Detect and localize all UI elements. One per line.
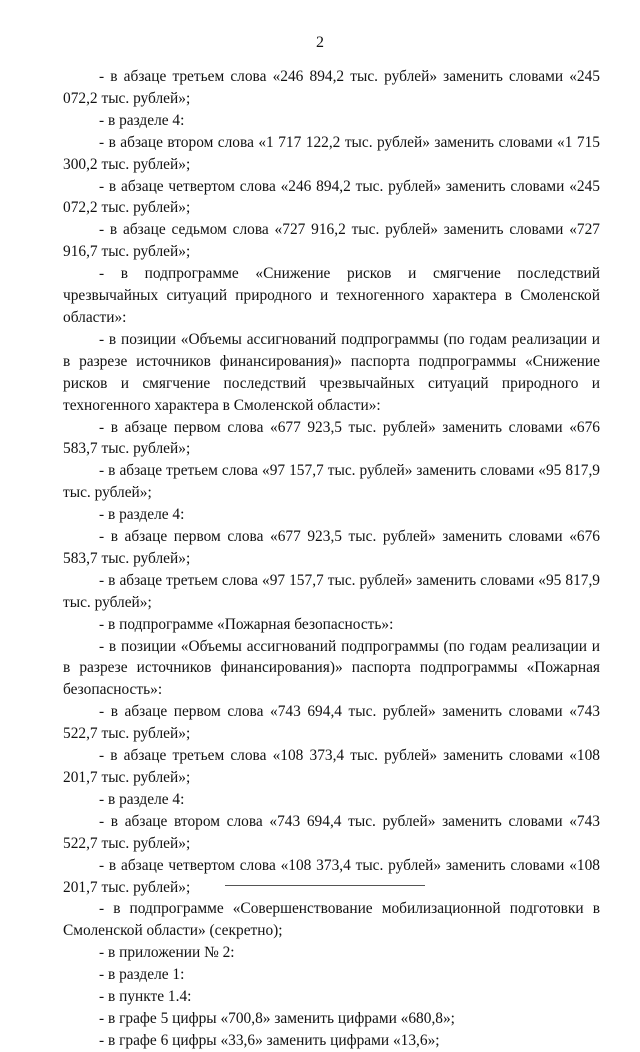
paragraph: - в абзаце первом слова «677 923,5 тыс. рублей» заменить словами «676 583,7 тыс. рублей»; — [63, 418, 600, 458]
paragraph: - в разделе 4: — [99, 506, 185, 524]
document-body — [63, 66, 600, 1052]
paragraph: - в абзаце третьем слова «108 373,4 тыс. рублей» заменить словами «108 201,7 тыс. рублей»; — [63, 747, 600, 786]
paragraph: - в приложении № 2: — [99, 944, 235, 962]
paragraph: - в абзаце втором слова «1 717 122,2 тыс. рублей» заменить словами «1 715 300,2 тыс. рублей»; — [63, 133, 600, 173]
paragraph: - в абзаце четвертом слова «246 894,2 тыс. рублей» заменить словами «245 072,2 тыс. рублей»; — [63, 177, 600, 217]
paragraph: - в абзаце третьем слова «97 157,7 тыс. рублей» заменить словами «95 817,9 тыс. рублей»; — [63, 571, 600, 611]
paragraph: - в абзаце первом слова «743 694,4 тыс. рублей» заменить словами «743 522,7 тыс. рублей»; — [63, 703, 600, 743]
paragraph: - в абзаце седьмом слова «727 916,2 тыс. рублей» заменить словами «727 916,7 тыс. рублей»; — [63, 221, 600, 261]
paragraph: - в разделе 1: — [99, 966, 185, 984]
paragraph: - в абзаце третьем слова «246 894,2 тыс. рублей» заменить словами «245 072,2 тыс. рублей»; — [63, 68, 600, 107]
paragraph: - в абзаце первом слова «677 923,5 тыс. рублей» заменить словами «676 583,7 тыс. рублей»; — [63, 528, 600, 567]
footer-divider — [225, 885, 425, 886]
paragraph: - в разделе 4: — [99, 111, 185, 129]
paragraph: - в подпрограмме «Пожарная безопасность»: — [99, 615, 394, 633]
paragraph: - в позиции «Объемы ассигнований подпрограммы (по годам реализации и в разрезе источников финансирования)» паспорта подпрограммы «Пожарная безопасность»: — [63, 637, 600, 699]
paragraph: - в графе 6 цифры «33,6» заменить цифрами «13,6»; — [99, 1031, 440, 1049]
paragraph: - в подпрограмме «Совершенствование мобилизационной подготовки в Смоленской области» (секретно); — [63, 900, 600, 940]
paragraph: - в разделе 4: — [99, 790, 185, 808]
page-number: 2 — [316, 34, 324, 51]
paragraph: - в пункте 1.4: — [99, 988, 192, 1006]
paragraph: - в подпрограмме «Снижение рисков и смягчение последствий чрезвычайных ситуаций природного и техногенного характера в Смоленской области»: — [63, 265, 600, 326]
paragraph: - в позиции «Объемы ассигнований подпрограммы (по годам реализации и в разрезе источников финансирования)» паспорта подпрограммы «Снижение рисков и смягчение последствий чрезвычайных ситуаций природного и техногенного характера в Смоленской области»: — [63, 330, 600, 414]
paragraph: - в абзаце четвертом слова «108 373,4 тыс. рублей» заменить словами «108 201,7 тыс. рублей»; — [63, 856, 600, 896]
paragraph: - в абзаце третьем слова «97 157,7 тыс. рублей» заменить словами «95 817,9 тыс. рублей»; — [63, 462, 600, 502]
paragraph: - в графе 5 цифры «700,8» заменить цифрами «680,8»; — [99, 1009, 455, 1027]
paragraph: - в абзаце втором слова «743 694,4 тыс. рублей» заменить словами «743 522,7 тыс. рублей»; — [63, 812, 600, 852]
